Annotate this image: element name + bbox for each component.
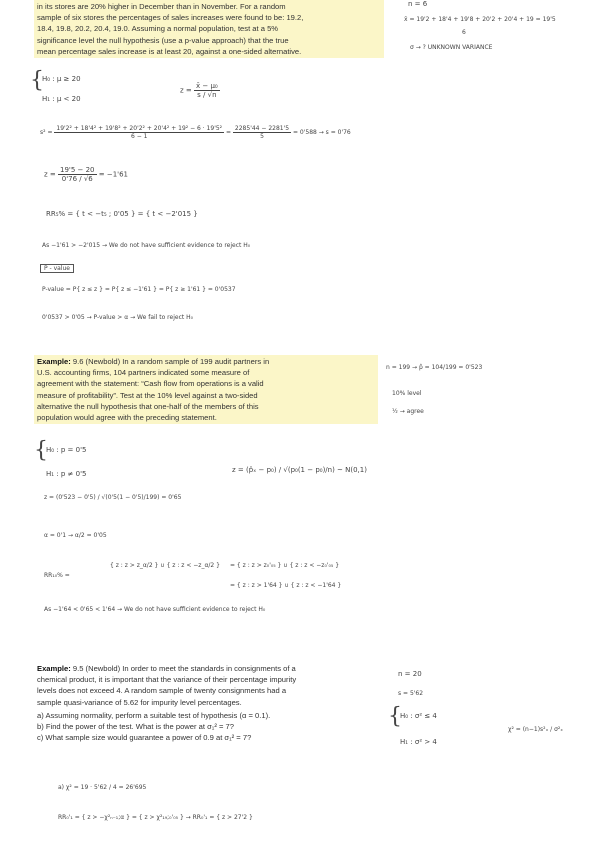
problem-line: chemical product, it is important that the variance of their percentage impurity xyxy=(37,675,297,685)
problem2-text xyxy=(34,355,378,424)
hw-null-hypothesis: H₀ : μ ≥ 20 xyxy=(42,75,81,83)
hw-zv-fraction xyxy=(58,166,97,183)
problem-line xyxy=(37,356,375,367)
example-source: 9.6 (Newbold) xyxy=(72,357,121,366)
problem-line: mean percentage sales increase is at least 20, against a one-sided alternative. xyxy=(37,46,302,56)
problem-line: levels does not exceed 4. A random sample of twenty consignments had a xyxy=(37,686,287,696)
hw2-z-formula: z = (p̂ₓ − p₀) / √(p₀(1 − p₀)/n) ~ N(0,1) xyxy=(232,466,367,474)
example-label: Example: xyxy=(37,357,71,366)
hw-z-value-calc xyxy=(44,166,128,183)
hw-sample-mean-denominator: 6 xyxy=(462,29,466,36)
hw-s2-lhs: s² = xyxy=(40,129,53,136)
question-item: a) Assuming normality, perform a suitable test of hypothesis (α = 0.1). xyxy=(37,710,271,720)
hw-z-den: s / √n xyxy=(197,91,217,99)
problem-line: measure of profitability”. Test at the 10% level against a two-sided xyxy=(37,390,258,400)
hw2-rr-2: = { z : z > z₀'₀₅ } ∪ { z : z < −z₀'₀₅ } xyxy=(230,562,340,569)
hw-conclusion-1: As −1'61 > −2'015 → We do not have sufficient evidence to reject H₀ xyxy=(42,242,251,249)
hw-pvalue-line: P-value = P{ z ≤ z } = P{ z ≤ −1'61 } = P{ z ≥ 1'61 } = 0'0537 xyxy=(42,286,236,293)
question-item: c) What sample size would guarantee a power of 0.9 at σ₁² = 7? xyxy=(37,733,252,743)
problem-line: sample of six stores the percentages of sales increases were found to be: 19.2, xyxy=(37,13,304,23)
question-list xyxy=(37,710,375,744)
hw-pvalue-conclusion: 0'0537 > 0'05 → P-value > α → We fail to reject H₀ xyxy=(42,314,194,321)
hw-zv-result: = −1'61 xyxy=(98,170,128,179)
hw2-level: 10% level xyxy=(392,390,422,397)
hw-s2-fraction xyxy=(54,125,224,140)
hw-variance-calc: s² = $\frac{\text{19'2² + 18'4² + 19'8² + 20'2² + 20'4² + 19² − 6 · 19'5²}}{6 - 1}$ = $\frac{2285'44 - 2281'5}{5}$ = 0'588 → s = 0'76 xyxy=(40,125,351,140)
hw-s2-mid-num: 2285'44 − 2281'5 xyxy=(234,125,290,132)
hw-sample-size: n = 6 xyxy=(408,0,428,8)
hw2-half: ½ → agree xyxy=(392,408,424,415)
problem-line: sample quasi-variance of 5.62 for impurity level percentages. xyxy=(37,697,242,707)
example-source: 9.5 (Newbold) xyxy=(72,664,121,673)
hw2-conclusion: As −1'64 < 0'65 < 1'64 → We do not have sufficient evidence to reject H₀ xyxy=(44,606,266,613)
problem-line: agreement with the statement: “Cash flow from operations is a valid xyxy=(37,379,264,389)
hw2-alt-hypothesis: H₁ : p ≠ 0'5 xyxy=(46,470,87,478)
hw3-rejection-region: RR₀'₁ = { z > −χ²ₙ₋₁;α } = { z > χ²₁₉;₀'₀₅ } → RR₀'₁ = { z > 27'2 } xyxy=(58,814,253,821)
hypothesis-brace: { xyxy=(30,68,44,93)
hw-z-fraction xyxy=(194,82,220,99)
hw2-rr-1: { z : z > z_α/2 } ∪ { z : z < −z_α/2 } xyxy=(110,562,220,569)
hw-pvalue-label: P - value xyxy=(40,264,74,273)
hw3-part-a: a) χ² = 19 · 5'62 / 4 = 26'695 xyxy=(58,784,147,791)
hw3-s: s = 5'62 xyxy=(398,690,424,697)
hw2-null-hypothesis: H₀ : p = 0'5 xyxy=(46,446,87,454)
problem-line: significance level the null hypothesis (use a p-value approach) that the true xyxy=(37,35,289,45)
problem-line: alternative the null hypothesis that one-half of the members of this xyxy=(37,401,259,411)
hw3-null-hypothesis: H₀ : σ² ≤ 4 xyxy=(400,712,437,720)
hw-s2-result: = 0'588 → s = 0'76 xyxy=(292,129,351,136)
hw-s2-den: 6 − 1 xyxy=(130,133,148,140)
hw-s2-num: 19'2² + 18'4² + 19'8² + 20'2² + 20'4² + 19² − 6 · 19'5² xyxy=(56,125,223,132)
hw-s2-mid-fraction xyxy=(233,125,291,140)
hw2-alpha: α = 0'1 → α/2 = 0'05 xyxy=(44,532,107,539)
problem-line: In order to meet the standards in consignments of a xyxy=(122,664,296,673)
hw3-alt-hypothesis: H₁ : σ² > 4 xyxy=(400,738,437,746)
hw-z-num: x̄ − μ₀ xyxy=(196,82,218,90)
problem3-text xyxy=(34,662,378,744)
hw-sigma-unknown: σ → ? UNKNOWN VARIANCE xyxy=(410,44,493,51)
hw2-rr-3: = { z : z > 1'64 } ∪ { z : z < −1'64 } xyxy=(230,582,342,589)
hw3-n: n = 20 xyxy=(398,670,422,678)
hw-alt-hypothesis: H₁ : μ < 20 xyxy=(42,95,81,103)
hw-zv-num: 19'5 − 20 xyxy=(60,166,95,174)
hw-rejection-region: RR₅% = { t < −t₅ ; 0'05 } = { t < −2'015 } xyxy=(46,210,198,218)
question-item: b) Find the power of the test. What is the power at σ₁² = 7? xyxy=(37,722,234,732)
hw2-z-value: z = (0'523 − 0'5) / √(0'5(1 − 0'5)/199) = 0'65 xyxy=(44,494,182,501)
hypothesis-brace-2: { xyxy=(34,438,48,463)
hw-zv-lhs: z = xyxy=(44,170,56,179)
example-label: Example: xyxy=(37,664,71,673)
hw-test-statistic xyxy=(180,82,220,99)
hw-z-lhs: z = xyxy=(180,86,192,95)
hw-zv-den: 0'76 / √6 xyxy=(61,175,93,183)
problem-line: U.S. accounting firms, 104 partners indicated some measure of xyxy=(37,368,250,378)
problem-line: in its stores are 20% higher in December than in November. For a random xyxy=(37,2,286,11)
hw3-chi-formula: χ² = (n−1)s²ₓ / σ²ₓ xyxy=(508,726,563,733)
hypothesis-brace-3: { xyxy=(388,704,402,729)
problem-line xyxy=(37,663,375,674)
hw-s2-mid-den: 5 xyxy=(260,133,264,140)
hw2-sample: n = 199 → p̂ = 104/199 = 0'523 xyxy=(386,364,483,371)
problem-line: 18.4, 19.8, 20.2, 20.4, 19.0. Assuming a normal population, test at a 5% xyxy=(37,24,279,34)
hw-sample-mean: x̄ = 19'2 + 18'4 + 19'8 + 20'2 + 20'4 + 19 = 19'5 xyxy=(404,16,556,23)
problem-line: In a random sample of 199 audit partners in xyxy=(122,357,270,366)
hw2-rr-lhs: RR₁₀% = xyxy=(44,572,70,579)
problem1-text xyxy=(34,0,384,58)
problem-line: population would agree with the preceding statement. xyxy=(37,413,217,423)
